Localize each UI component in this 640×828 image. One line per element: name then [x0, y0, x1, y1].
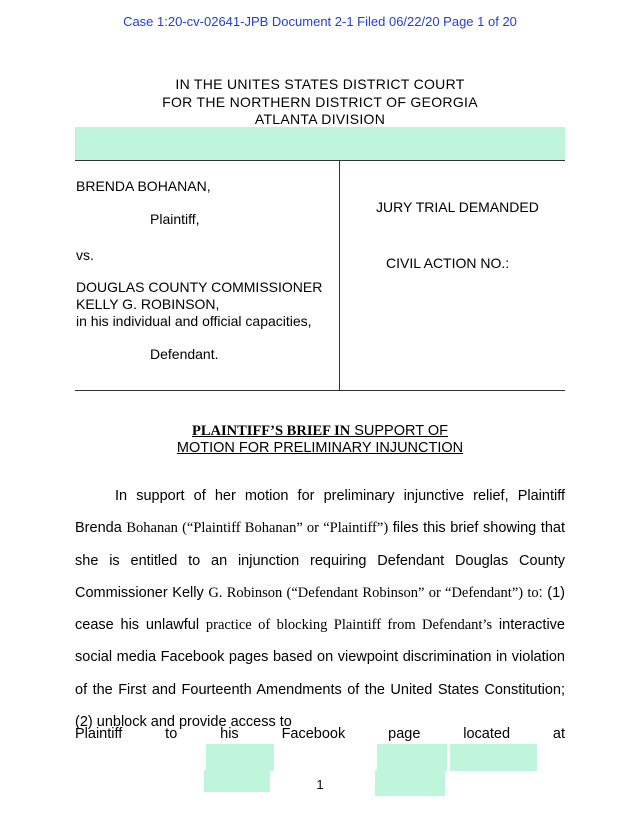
body-sentence-3-serif: G. Robinson (“Defendant Robinson” or “Defendant”) to	[208, 584, 539, 601]
defendant-line3: in his individual and official capacities,	[76, 313, 312, 329]
brief-title-bold: PLAINTIFF’S BRIEF IN	[192, 423, 351, 439]
brief-title-line1	[0, 423, 640, 440]
brief-title-line2	[0, 440, 640, 456]
defendant-line2: KELLY G. ROBINSON,	[76, 296, 220, 312]
versus: vs.	[76, 247, 94, 263]
last-line-word: to	[165, 726, 178, 742]
brief-title-rest: SUPPORT OF	[350, 423, 448, 439]
jury-demand: JURY TRIAL DEMANDED	[376, 199, 539, 215]
page-number: 1	[316, 777, 324, 792]
defendant-role: Defendant.	[150, 346, 219, 362]
redaction-block	[450, 744, 537, 771]
caption-bottom-rule	[75, 390, 565, 391]
body-sentence-4: interactive social media Facebook pages based on viewpoint discrimination in violation of the First and Fourteenth Amendments of the United States Constitution; (2) unblock and provide access to	[75, 617, 565, 731]
brief-body	[75, 480, 565, 738]
last-line-word: Facebook	[281, 726, 346, 742]
body-sentence-2: files this brief showing that she is entitled to an injunction requiring Defendant Douglas County Commissioner Kelly	[75, 520, 565, 601]
body-paragraph	[75, 480, 565, 738]
last-line-word: Plaintiff	[75, 726, 123, 742]
brief-title-line2-text: MOTION FOR PRELIMINARY INJUNCTION	[176, 440, 464, 456]
court-division: ATLANTA DIVISION	[254, 111, 386, 127]
body-sentence-3: : (1) cease his unlawful	[75, 584, 565, 634]
body-last-line	[75, 726, 565, 742]
plaintiff-name: BRENDA BOHANAN,	[76, 178, 211, 194]
last-line-word: located	[463, 726, 511, 742]
court-name-line1: IN THE UNITES STATES DISTRICT COURT	[175, 76, 465, 92]
plaintiff-role: Plaintiff,	[150, 211, 200, 227]
caption-top-rule	[75, 160, 565, 161]
defendant-line1: DOUGLAS COUNTY COMMISSIONER	[76, 279, 323, 295]
redaction-block	[206, 744, 274, 771]
body-sentence-1: In support of her motion for preliminary injunctive relief, Plaintiff Brenda	[75, 488, 565, 537]
last-line-word: page	[388, 726, 421, 742]
body-sentence-2-serif: Bohanan (“Plaintiff Bohanan” or “Plaintiff”)	[126, 520, 389, 537]
redaction-block	[377, 744, 447, 771]
last-line-word: at	[552, 726, 565, 742]
caption-divider	[339, 160, 340, 391]
redaction-block	[75, 127, 565, 160]
last-line-word: his	[220, 726, 239, 742]
body-sentence-4-serif: practice of blocking Plaintiff from Defendant’s	[205, 617, 493, 634]
ecf-header-stamp: Case 1:20-cv-02641-JPB Document 2-1 Filed 06/22/20 Page 1 of 20	[123, 14, 517, 29]
civil-action-number: CIVIL ACTION NO.:	[386, 255, 510, 271]
court-name-line2: FOR THE NORTHERN DISTRICT OF GEORGIA	[162, 94, 478, 110]
